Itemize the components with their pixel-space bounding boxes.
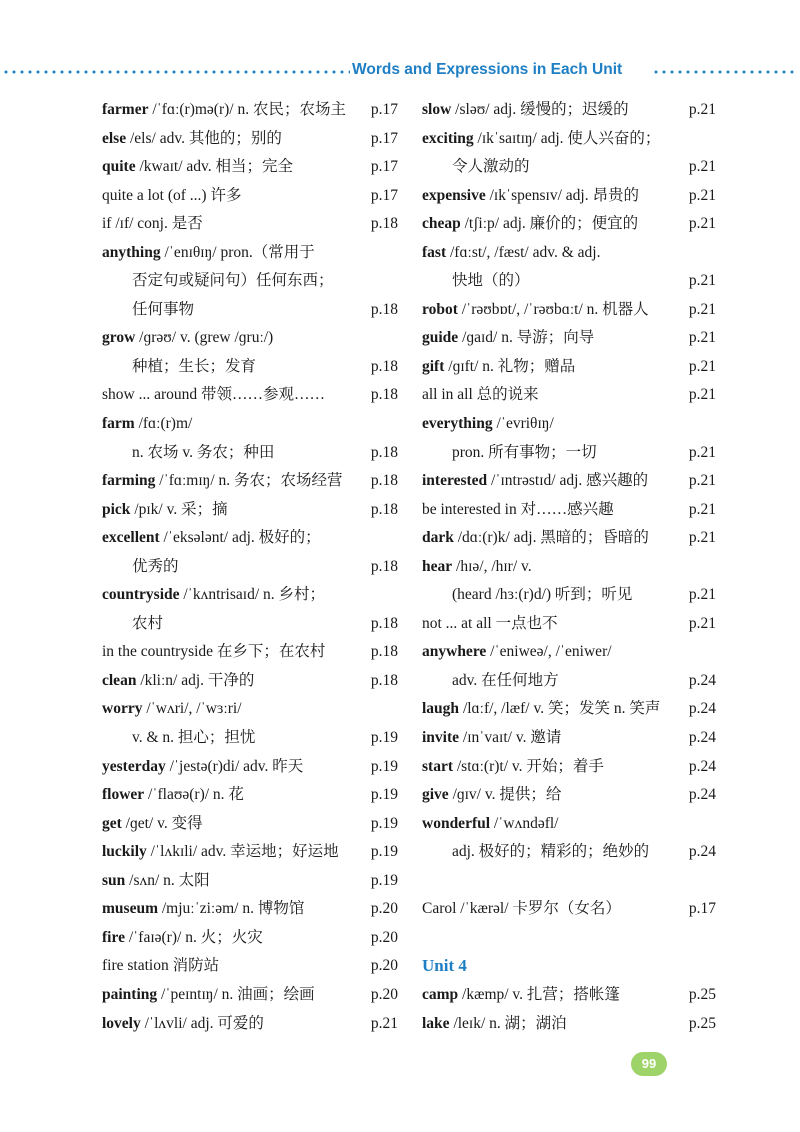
entry-text [102,838,339,867]
definition: v. & n. 担心；担忧 [132,729,256,747]
entry-text [422,895,621,924]
entry-text [102,496,228,525]
headword: farming [102,472,156,490]
definition: fire station 消防站 [102,957,220,975]
definition: pron. 所有事物；一切 [452,443,597,461]
vocab-entry [102,496,398,525]
page-reference: p.18 [370,671,398,689]
page-reference: p.21 [370,1014,398,1032]
headword: quite [102,158,136,176]
vocab-entry [102,153,398,182]
entry-text [102,895,304,924]
entry-text [102,524,321,553]
page-reference: p.21 [688,614,716,632]
vocab-entry [102,524,398,553]
headword: gift [422,357,445,375]
vocab-entry [102,296,398,325]
definition: adj. 极好的；精彩的；绝妙的 [452,843,650,861]
definition: (heard /hɜː(r)d/) 听到；听见 [452,586,633,604]
page-reference: p.17 [370,158,398,176]
page-reference: p.25 [688,985,716,1003]
page-reference: p.17 [370,129,398,147]
definition: in the countryside 在乡下；在农村 [102,643,326,661]
entry-text [102,952,219,981]
definition: 优秀的 [132,557,179,575]
vocab-entry [102,553,398,582]
definition: Carol /ˈkærəl/ 卡罗尔（女名） [422,900,621,918]
headword: farmer [102,101,149,118]
definition: /ˈflaʊə(r)/ n. 花 [144,786,244,804]
vocab-entry [102,981,398,1010]
definition: /ˈevriθɪŋ/ [492,415,554,433]
definition: all in all 总的说来 [422,386,539,404]
headword: worry [102,700,143,718]
vocab-entry [422,324,716,353]
definition: /els/ adv. 其他的；别的 [126,129,282,147]
vocabulary-column-right [422,96,716,1038]
definition: /ˈfaɪə(r)/ n. 火；火灾 [124,928,263,946]
vocab-entry [422,210,716,239]
definition: not ... at all 一点也不 [422,614,558,632]
definition: /ɡɪft/ n. 礼物；赠品 [444,357,576,375]
headword: museum [102,900,158,918]
page-reference: p.19 [370,843,398,861]
vocab-entry [422,239,716,268]
vocab-entry [102,895,398,924]
headword: start [422,757,453,775]
headword: lovely [102,1014,141,1032]
definition: /tʃiːp/ adj. 廉价的；便宜的 [460,215,639,233]
definition: /hɪə/, /hɪr/ v. [452,557,532,575]
headword: anything [102,243,161,261]
definition: /sləʊ/ adj. 缓慢的；迟缓的 [451,101,629,118]
headword: fire [102,928,125,946]
definition: /ˈenɪθɪŋ/ pron.（常用于 [160,243,315,261]
vocab-entry [102,753,398,782]
headword: else [102,129,127,147]
page-reference: p.21 [688,586,716,604]
page-reference: p.24 [688,843,716,861]
vocab-entry [102,239,398,268]
vocab-entry [102,210,398,239]
definition: 令人激动的 [452,158,530,176]
entry-text [422,810,559,839]
page-reference: p.17 [370,186,398,204]
page-reference: p.18 [370,500,398,518]
page-reference: p.19 [370,757,398,775]
definition: /ˈlʌvli/ adj. 可爱的 [140,1014,264,1032]
page-reference: p.21 [688,300,716,318]
entry-text [422,296,649,325]
vocab-entry [102,638,398,667]
vocab-entry [102,125,398,154]
page-reference: p.19 [370,786,398,804]
page-reference: p.18 [370,472,398,490]
vocab-entry [422,753,716,782]
vocab-entry [102,952,398,981]
vocab-entry [422,267,716,296]
page-reference: p.21 [688,386,716,404]
entry-text [102,267,334,296]
page-reference: p.18 [370,300,398,318]
page-reference: p.18 [370,386,398,404]
vocab-entry [422,496,716,525]
entry-text [102,810,203,839]
page-reference: p.21 [688,215,716,233]
entry-text [102,638,325,667]
page-reference: p.21 [688,158,716,176]
headword: exciting [422,129,474,147]
headword: everything [422,415,493,433]
vocab-entry [422,724,716,753]
definition: /ɪnˈvaɪt/ v. 邀请 [459,729,562,747]
vocab-entry [422,296,716,325]
definition: /ˈkʌntrisaɪd/ n. 乡村； [179,586,326,604]
entry-text [422,410,554,439]
definition: /leɪk/ n. 湖；湖泊 [449,1014,567,1032]
entry-text [422,267,530,296]
entry-text [102,553,179,582]
vocab-entry [102,267,398,296]
vocab-entry [422,1010,716,1039]
definition: /ɪkˈsaɪtɪŋ/ adj. 使人兴奋的； [473,129,661,147]
headword: farm [102,415,135,433]
vocab-entry [102,838,398,867]
vocab-entry [102,724,398,753]
vocab-entry [102,353,398,382]
entry-text [102,439,274,468]
definition: /ˈlʌkɪli/ adv. 幸运地；好运地 [146,843,339,861]
entry-text [102,353,256,382]
definition: /ˈfɑːmɪŋ/ n. 务农；农场经营 [155,472,343,490]
page-reference: p.19 [370,814,398,832]
page-reference: p.20 [370,957,398,975]
page-reference: p.24 [688,671,716,689]
headword: luckily [102,843,147,861]
page-number-badge: 99 [631,1052,667,1076]
headword: excellent [102,529,160,547]
vocab-entry [102,781,398,810]
entry-text [422,581,632,610]
entry-text [422,324,594,353]
headword: dark [422,529,454,547]
entry-text [102,182,241,211]
page-reference: p.19 [370,871,398,889]
entry-text [102,210,203,239]
vocab-entry [422,125,716,154]
headword: fast [422,243,447,261]
page-reference: p.18 [370,643,398,661]
entry-text [422,153,530,182]
page-reference: p.21 [688,101,716,118]
vocab-entry [422,638,716,667]
headword: countryside [102,586,180,604]
headword: hear [422,557,453,575]
definition: /ɪkˈspensɪv/ adj. 昂贵的 [485,186,639,204]
entry-text [422,210,638,239]
headword: get [102,814,122,832]
definition: /ˈjestə(r)di/ adv. 昨天 [165,757,304,775]
entry-text [102,410,192,439]
entry-text [422,96,629,125]
entry-text [102,96,346,125]
entry-text [102,581,325,610]
section-header [0,60,800,84]
vocab-entry [422,439,716,468]
entry-text [422,753,604,782]
definition: /ˈwʌri/, /ˈwɜːri/ [142,700,242,718]
entry-text [422,239,600,268]
vocab-entry [422,581,716,610]
definition: /ˈwʌndəfl/ [490,814,559,832]
entry-text [102,296,194,325]
vocab-entry [102,182,398,211]
entry-text [422,182,639,211]
definition: 否定句或疑问句）任何东西； [132,272,334,290]
entry-text [422,125,660,154]
entry-text [102,610,163,639]
vocab-entry [102,810,398,839]
headword: laugh [422,700,460,718]
entry-text [102,781,244,810]
page-reference: p.21 [688,186,716,204]
page-reference: p.21 [688,329,716,347]
definition: quite a lot (of ...) 许多 [102,186,242,204]
definition: /sʌn/ n. 太阳 [125,871,210,889]
page-reference: p.20 [370,985,398,1003]
headword: interested [422,472,488,490]
entry-text [102,125,282,154]
entry-text [102,467,343,496]
vocab-entry [102,581,398,610]
vocab-entry [102,467,398,496]
definition: 农村 [132,614,164,632]
page-reference: p.25 [688,1014,716,1032]
page-reference: p.21 [688,357,716,375]
page-reference: p.21 [688,500,716,518]
definition: 种植；生长；发育 [132,357,257,375]
page-reference: p.21 [688,443,716,461]
headword: cheap [422,215,461,233]
dotted-rule-right [652,70,798,74]
entry-text [102,695,242,724]
definition: if /ɪf/ conj. 是否 [102,215,203,233]
headword: invite [422,729,460,747]
definition: /stɑː(r)t/ v. 开始；着手 [453,757,604,775]
headword: give [422,786,449,804]
page-reference: p.18 [370,357,398,375]
definition: /mjuːˈziːəm/ n. 博物馆 [157,900,305,918]
vocab-entry [422,667,716,696]
definition: /ˈeksələnt/ adj. 极好的； [159,529,321,547]
entry-text [422,981,620,1010]
page-reference: p.17 [688,900,716,918]
entry-text [422,838,649,867]
entry-text [422,724,561,753]
vocab-entry [102,1010,398,1039]
entry-text [422,553,532,582]
entry-text [422,667,559,696]
entry-text [422,439,597,468]
vocab-entry [102,439,398,468]
entry-text [422,353,575,382]
headword: wonderful [422,814,491,832]
headword: pick [102,500,131,518]
vocab-entry [102,667,398,696]
entry-text [422,381,539,410]
vocab-entry [422,153,716,182]
vocab-entry [422,553,716,582]
page-reference: p.18 [370,443,398,461]
vocabulary-column-left [102,96,398,1038]
vocab-entry [422,610,716,639]
vocab-entry [102,96,398,125]
definition: /ɡrəʊ/ v. (grew /ɡruː/) [135,329,274,347]
vocab-entry [102,324,398,353]
headword: flower [102,786,145,804]
header-title: Words and Expressions in Each Unit [352,61,623,78]
vocab-entry [422,781,716,810]
page-reference: p.18 [370,215,398,233]
headword: camp [422,985,459,1003]
definition: /ˈrəʊbɒt/, /ˈrəʊbɑːt/ n. 机器人 [457,300,649,318]
page-reference: p.21 [688,272,716,290]
vocab-entry [422,695,716,724]
vocab-entry [422,524,716,553]
vocab-entry [422,381,716,410]
vocab-entry [102,867,398,896]
definition: 任何事物 [132,300,195,318]
vocab-entry [102,695,398,724]
vocab-entry [422,410,716,439]
page-reference: p.21 [688,529,716,547]
headword: sun [102,871,126,889]
definition: /kliːn/ adj. 干净的 [136,671,255,689]
vocab-entry [422,353,716,382]
page-reference: p.24 [688,757,716,775]
page-reference: p.20 [370,928,398,946]
definition: /ɡaɪd/ n. 导游；向导 [458,329,595,347]
headword: painting [102,985,158,1003]
page-reference: p.24 [688,700,716,718]
definition: /kwaɪt/ adv. 相当；完全 [135,158,294,176]
vocab-entry [422,838,716,867]
entry-text [102,153,293,182]
entry-text [422,610,558,639]
definition: /pɪk/ v. 采；摘 [130,500,228,518]
page-reference: p.18 [370,614,398,632]
vocab-entry [102,610,398,639]
definition: /ɡɪv/ v. 提供；给 [448,786,562,804]
page-reference: p.19 [370,729,398,747]
entry-text [102,753,303,782]
vocab-entry [422,182,716,211]
headword: expensive [422,186,486,204]
entry-text [102,924,263,953]
entry-text [102,867,210,896]
definition: show ... around 带领……参观…… [102,386,326,404]
headword: anywhere [422,643,487,661]
entry-text [422,496,614,525]
definition: /fɑːst/, /fæst/ adv. & adj. [446,243,601,261]
headword: slow [422,101,452,118]
definition: n. 农场 v. 务农；种田 [132,443,275,461]
vocab-entry [422,467,716,496]
definition: /kæmp/ v. 扎营；搭帐篷 [458,985,620,1003]
entry-text [102,724,255,753]
page-reference: p.18 [370,557,398,575]
page-reference: p.20 [370,900,398,918]
blank-row [422,924,716,953]
page-reference: p.24 [688,786,716,804]
entry-text [422,467,648,496]
definition: /ˈeniweə/, /ˈeniwer/ [486,643,612,661]
definition: /lɑːf/, /læf/ v. 笑；发笑 n. 笑声 [459,700,661,718]
unit-heading: Unit 4 [422,956,467,976]
definition: /ɡet/ v. 变得 [121,814,203,832]
definition: /dɑː(r)k/ adj. 黑暗的；昏暗的 [453,529,649,547]
vocab-entry [422,96,716,125]
definition: /ˈpeɪntɪŋ/ n. 油画；绘画 [157,985,315,1003]
entry-text [102,981,315,1010]
vocab-entry [102,924,398,953]
headword: robot [422,300,458,318]
definition: be interested in 对……感兴趣 [422,500,614,518]
entry-text [422,524,649,553]
entry-text [102,239,315,268]
definition: /ˈfɑː(r)mə(r)/ n. 农民；农场主 [148,101,346,118]
entry-text [422,1010,567,1039]
dotted-rule-left [2,70,350,74]
headword: guide [422,329,459,347]
page-reference: p.17 [370,101,398,118]
entry-text [422,638,612,667]
definition: adv. 在任何地方 [452,671,559,689]
vocab-entry [422,981,716,1010]
vocab-entry [422,895,716,924]
vocab-entry [102,381,398,410]
vocab-entry [102,410,398,439]
entry-text [102,381,325,410]
definition: 快地（的） [452,272,530,290]
page-reference: p.21 [688,472,716,490]
vocab-entry [422,810,716,839]
entry-text [102,324,273,353]
entry-text [102,1010,264,1039]
entry-text [102,667,254,696]
blank-row [422,867,716,896]
definition: /ˈɪntrəstɪd/ adj. 感兴趣的 [487,472,649,490]
headword: clean [102,671,137,689]
entry-text [422,781,561,810]
headword: grow [102,329,136,347]
headword: yesterday [102,757,166,775]
entry-text [422,695,660,724]
page-reference: p.24 [688,729,716,747]
headword: lake [422,1014,450,1032]
definition: /fɑː(r)m/ [134,415,193,433]
